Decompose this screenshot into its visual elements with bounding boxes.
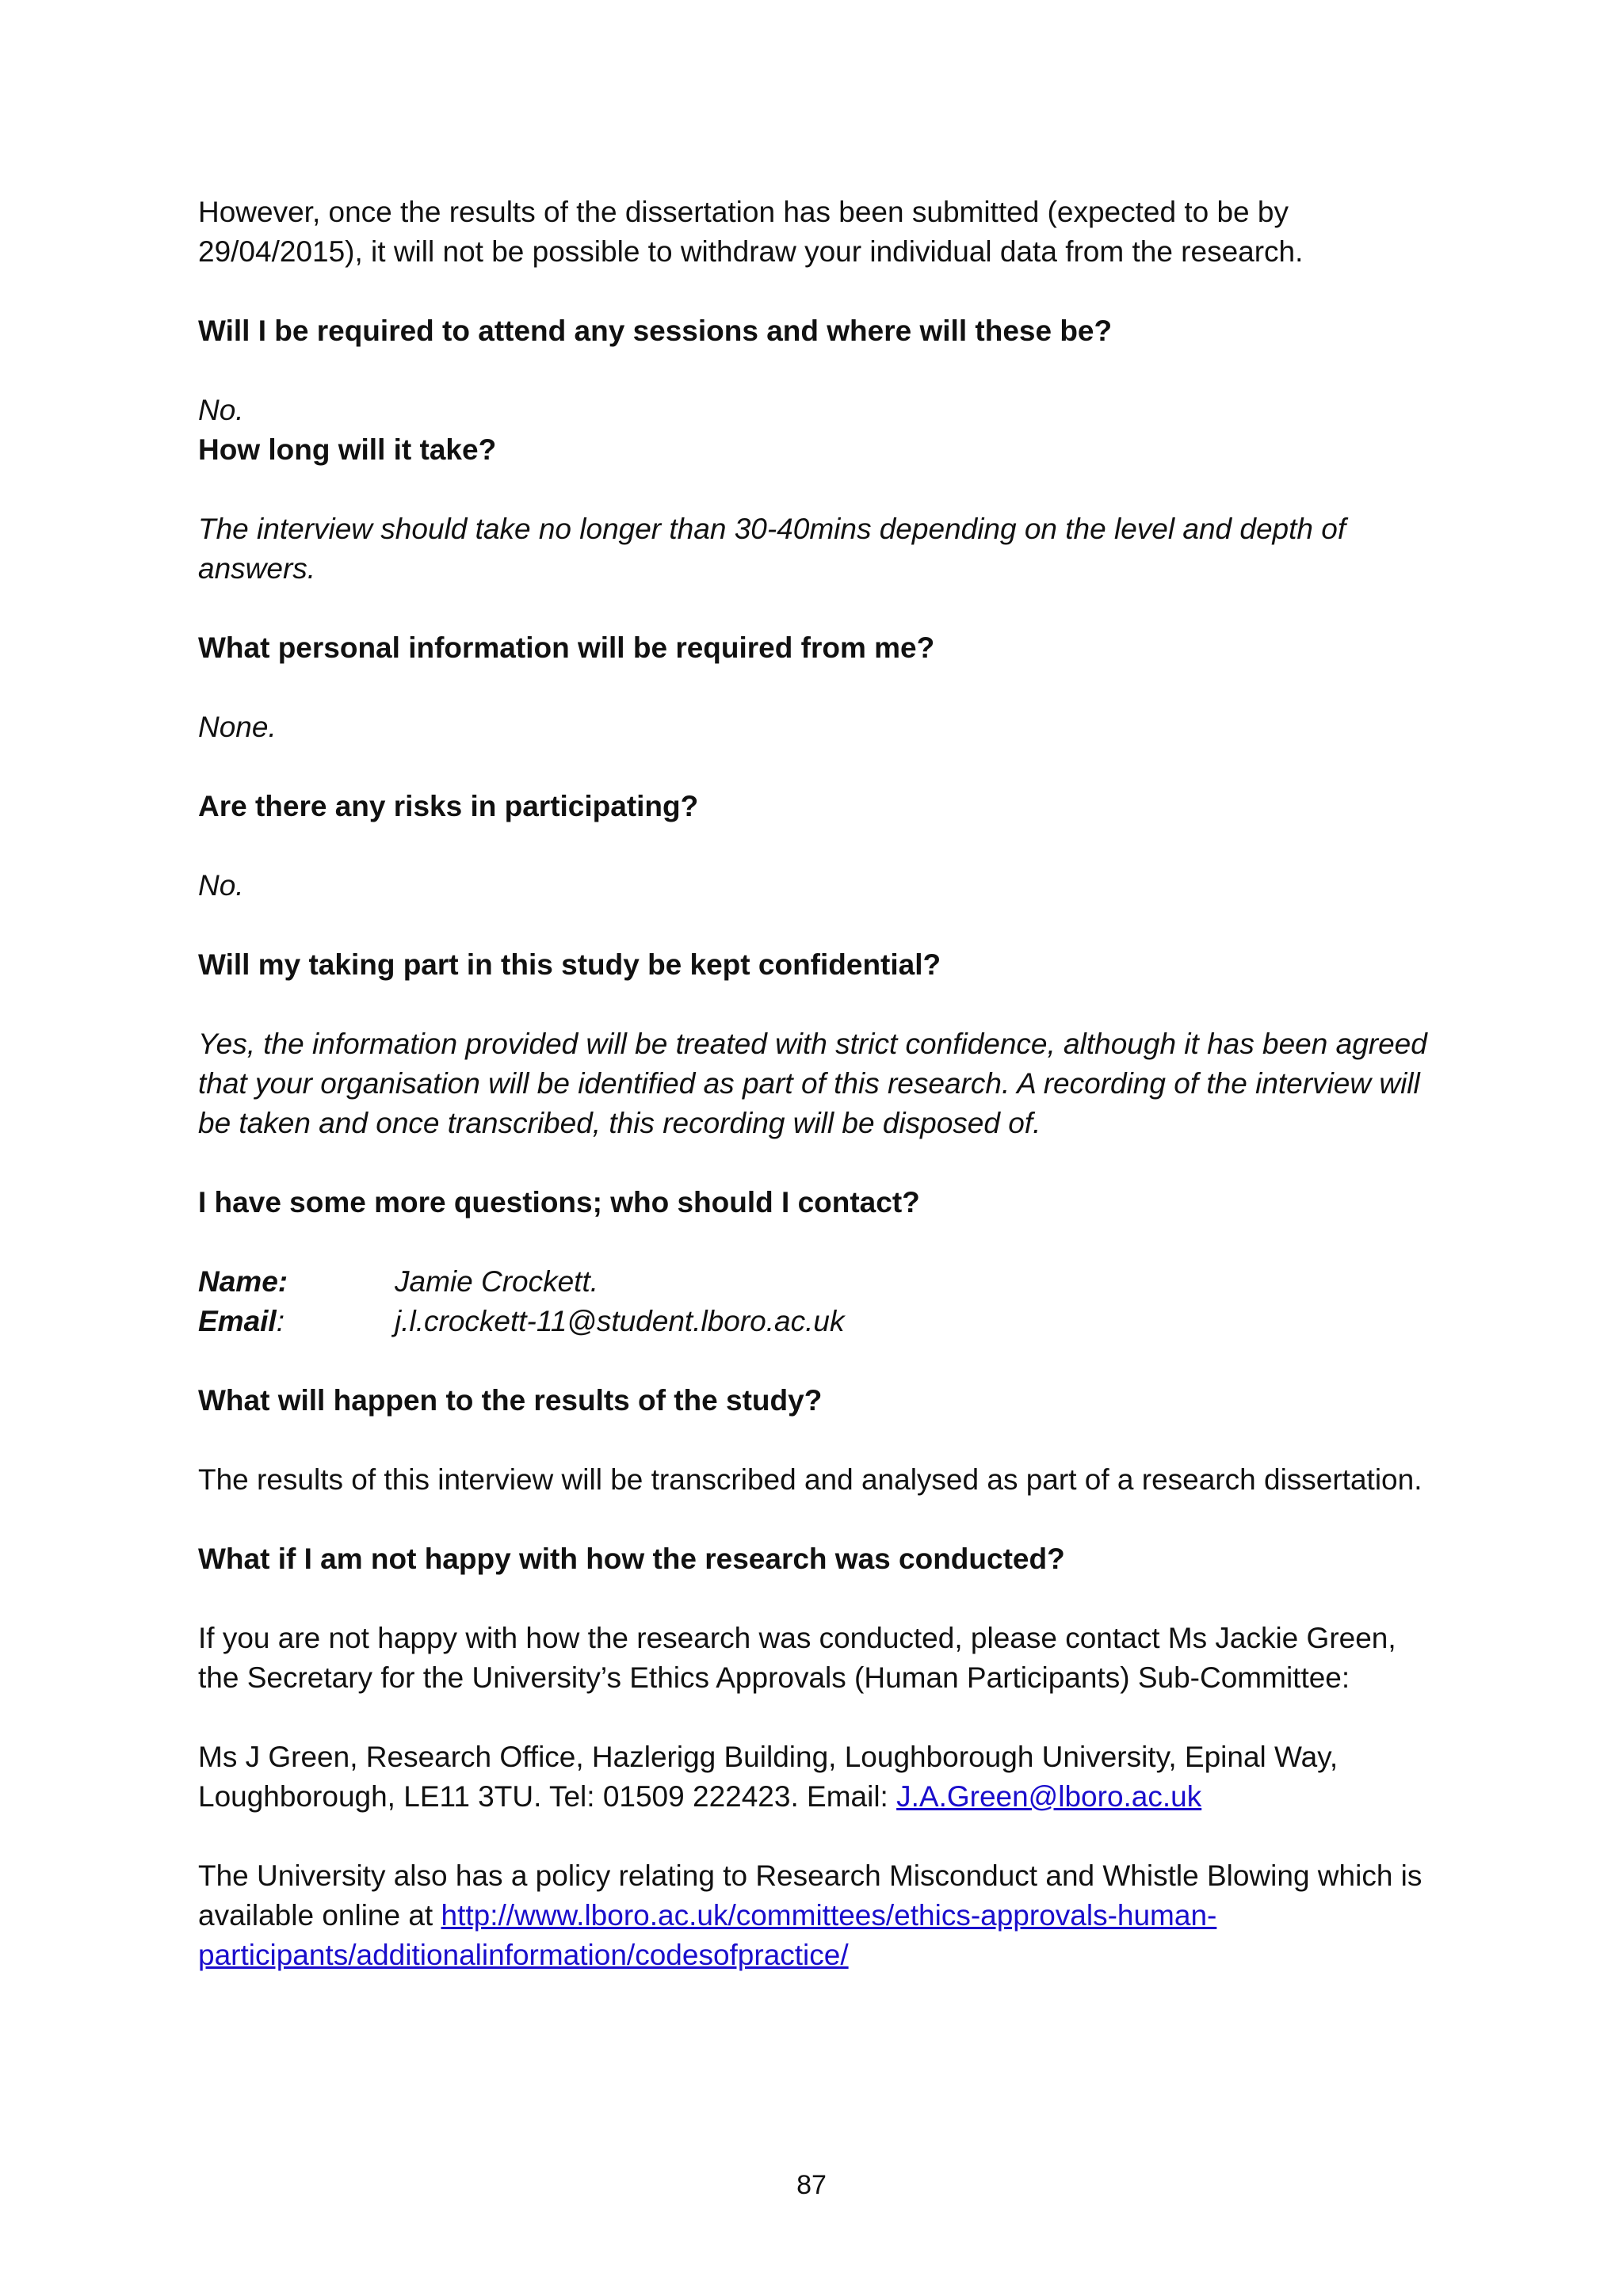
question-risks: Are there any risks in participating? — [198, 790, 699, 822]
intro-paragraph: However, once the results of the dissertation has been submitted (expected to be by 29/04/2015), it will not be possible to withdraw your individual data from the research. — [198, 196, 1304, 268]
contact-email-label — [198, 1302, 395, 1341]
contact-name-label: Name: — [198, 1265, 288, 1298]
contact-email-row — [198, 1302, 1434, 1341]
answer-sessions: No. — [198, 394, 244, 426]
address-paragraph — [198, 1737, 1434, 1817]
contact-block — [198, 1262, 1434, 1341]
contact-name-value: Jamie Crockett. — [395, 1265, 599, 1298]
contact-email-value: j.l.crockett-11@student.lboro.ac.uk — [395, 1305, 845, 1337]
address-text: Ms J Green, Research Office, Hazlerigg Building, Loughborough University, Epinal Way, Loughborough, LE11 3TU. Tel: 01509 222423. Email: — [198, 1741, 1338, 1813]
question-contact: I have some more questions; who should I contact? — [198, 1186, 920, 1219]
contact-email-label-colon: : — [276, 1305, 285, 1337]
answer-results: The results of this interview will be transcribed and analysed as part of a research dissertation. — [198, 1463, 1423, 1496]
policy-text: The University also has a policy relating to Research Misconduct and Whistle Blowing which is available online at — [198, 1859, 1423, 1932]
policy-url-line2: participants/additionalinformation/codesofpractice/ — [198, 1939, 849, 1971]
policy-paragraph — [198, 1856, 1434, 1975]
question-results: What will happen to the results of the study? — [198, 1384, 823, 1417]
contact-email-label-text: Email — [198, 1305, 277, 1337]
policy-url-line1: http://www.lboro.ac.uk/committees/ethics-approvals-human- — [441, 1899, 1217, 1932]
question-personal-info: What personal information will be required from me? — [198, 631, 935, 664]
answer-unhappy: If you are not happy with how the research was conducted, please contact Ms Jackie Green, the Secretary for the University’s Ethics Approvals (Human Participants) Sub-Committee: — [198, 1622, 1396, 1694]
page-number: 87 — [796, 2170, 827, 2200]
document-body — [198, 193, 1434, 1975]
answer-duration: The interview should take no longer than 30-40mins depending on the level and depth of answers. — [198, 513, 1346, 585]
question-confidential: Will my taking part in this study be kept confidential? — [198, 948, 941, 981]
answer-risks: No. — [198, 869, 244, 902]
question-sessions: Will I be required to attend any sessions and where will these be? — [198, 315, 1113, 347]
address-email-link[interactable]: J.A.Green@lboro.ac.uk — [896, 1780, 1202, 1813]
question-unhappy: What if I am not happy with how the research was conducted? — [198, 1543, 1065, 1575]
answer-confidential: Yes, the information provided will be treated with strict confidence, although it has been agreed that your organisation will be identified as part of this research. A recording of the interview will be taken and once transcribed, this recording will be disposed of. — [198, 1028, 1427, 1139]
question-duration: How long will it take? — [198, 433, 497, 466]
contact-name-row — [198, 1262, 1434, 1302]
answer-personal-info: None. — [198, 711, 277, 743]
